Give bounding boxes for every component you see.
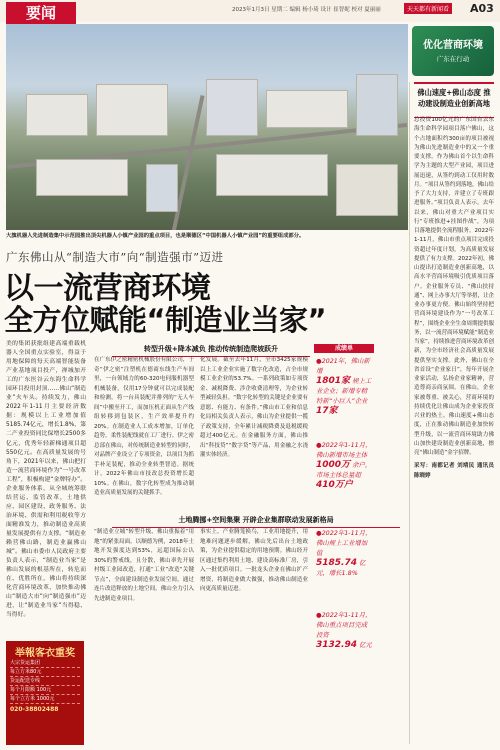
stat-number: 3132.94: [316, 640, 357, 650]
stat-text: 余户，市场主体总量超: [316, 461, 372, 479]
badge-line2: 广东在行动: [436, 55, 470, 63]
stat-number: 410万户: [316, 480, 353, 490]
ad-line: 每个月限额 100元: [10, 686, 80, 695]
ad-line: 大宗货运集团: [10, 659, 80, 668]
aerial-photo: [6, 24, 408, 230]
stat-number: 17家: [316, 406, 338, 416]
stat-number: 1801家: [316, 376, 351, 386]
side-heading: 佛山速度+佛山态度 推动建设制造业创新高地: [414, 82, 494, 118]
article-column: 在广东伊之密精密机械股份有限公司，于奇“伊之密”注塑机在德商东线生产车间里，一台领域力的60-320电伺服机器型机械装备，仅用17分钟就可以完成装配和检测，将一台具装配并排列的“无人车间”中搬至开工，而加压机正面从生产线组转移到包装区，生产效率提升约20%。在制造业人工成本增加，订单化趋势，柔性装配线就在工厂进行。伊之密总部在佛山，对传统制造业转型的同时，对品牌产业设立了专项资金，以项目为抓手补足装配，推动全业转型智造。据统计，2022年佛山市技改总投资增长超10%。在佛山，数字化转型成为推动制造业高质量发展的关键抓手。: [94, 357, 194, 496]
stat-item: [316, 440, 372, 490]
header-tag: 天天都有新闻看: [404, 3, 452, 14]
stat-text: 亿元: [359, 641, 372, 649]
kicker-headline: 广东佛山从“制造大市”向“制造强市”迈进: [6, 250, 224, 264]
photo-caption: 大旗机器人先进制造集中示范园推出顶尖机器人小镇产业园的重点项目，也是顺德区“中国机器人小镇产业园”的重要组成部分。: [6, 233, 305, 239]
stat-number: 5185.74: [316, 558, 357, 568]
subheading-upgrade: 转型升级+降本减负 推动传统制造爬坡跃升: [112, 344, 310, 357]
intro-paragraph: 美的集团获批组建高端重载机器人全国重点实验室，得益于用地保障的每天高端智能装备产业基地项目投产，禅城加开工的广东医谷云东海生命科学园环目投用封顶……佛山“制造业”火车头。持续发力，佛山2022年1-11月主要经济数据：规模以上工业增加值5185.74亿元，增长1.8%，第二产业投资同比保增长2500多亿元，优秀年轻新梯通项目超550亿元。在高质量发展的号角下，2021年以来，佛山把打造一流营商环境作为“一号改革工程”，积极构建“金牌特办”。企业服务体系，从全城统筹联结营运、监管改革，土地供应、园区建设、政务服务、法治环境、供需和利用税收等方面精准发力，推动制造业高质量发展提供有力支撑。“制造业赖营佛山路，制造业赢佛山城”。佛山市委市人民政府主要负责人表示，“制造业当家”是佛山发展的根基所在，转危而在、优胜所在，佛山将持续深化营商环境改革，加快推动佛山“制造大市”向“制造强市”迈进，让“制造业当家”当得稳、当得好。: [6, 341, 86, 619]
campaign-badge: [412, 26, 494, 76]
main-headline-line2: 全方位赋能“制造业当家”: [4, 303, 327, 337]
stats-label: 成绩单: [314, 344, 374, 353]
main-headline-line1: 以一流营商环境: [4, 271, 211, 306]
header-info: 2023年1月3日 星期二 编辑 杨小琦 设计 崔智妮 校对 夏丽丽: [232, 7, 381, 13]
ad-line: 货运配送专线: [10, 677, 80, 686]
article-column: “制造业立城”转型升级，佛山重振着“用地”的紧张局面。以顺德为例，2018年土地开发强度达到53%，远超国际公认30%的警戒线，且分散，佛山率先开展村级工业园改造，打通“工业”改造“关键节点”，全面建设制造业发展空间。通过连片改造释放的土地空间，佛山全力引入先进制造业项目。: [94, 529, 194, 602]
stat-text: ●2022年1-11月，佛山重点项目完成投资: [316, 611, 372, 639]
ad-title: 举報客衣重奖: [15, 648, 75, 659]
side-article: [414, 116, 494, 746]
article-column: 化发展。截至去年11月，全市3425家规模以上工业企业实施了数字化改造，占全市规模工业企业的53.7%。一系列政策如专项资金、减税降费、涉企收费清理等，为企业转型减轻负担。“数字化转型的关键是企业要有意愿、有能力、有条件。”佛山市工业和信息化局相关负责人表示，佛山为企业提供一揽子政策支持，全年累计减税降费及退税缓税超过400亿元。在金融服务方面，佛山推出“科技贷”“数字贷”等产品，用金融之水浇灌实体经济。: [200, 357, 308, 458]
stat-item: [316, 610, 372, 650]
stat-text: ●2021年，佛山新增: [316, 357, 370, 375]
subheading-land: 土地腾挪+空间集聚 开辟企业集群联动发展新格局: [112, 515, 400, 528]
stat-number: 1000万: [316, 460, 351, 470]
badge-line1: 优化营商环境: [423, 40, 483, 51]
stat-text: ●2022年1-11月，佛山规上工业增加值: [316, 529, 372, 557]
stat-item: [316, 356, 372, 416]
advertisement: [6, 641, 84, 745]
stat-text: 亿元，增长1.8%: [316, 559, 366, 577]
ad-phone: 020-38802488: [10, 706, 59, 713]
byline: 采写：南都记者 刘靖民 通讯员 陈晓婷: [414, 463, 494, 479]
stat-item: [316, 528, 372, 578]
page-number: A03: [470, 2, 494, 15]
ad-line: 每立方米80元: [10, 668, 80, 677]
ad-line: 每个立方米 1000元: [10, 695, 80, 704]
section-title: 要闻: [6, 2, 76, 24]
page-header: [0, 0, 500, 22]
article-column: 事实上，产业腾笼换鸟，工业用地提升，用地难问题逐步缓解，佛山先后出台土地政策，为企业提供稳定的用地预期。佛山经开区通过集约利用土地、建设高标准厂房，引入一批优质项目。一批龙头企业在佛山扩产增资，将制造业做大做强，推动佛山制造业向更高质量迈进。: [200, 529, 308, 592]
side-article-body: 总投资100亿元的广东国台云东海生命科学园项目落户佛山，这个占地面积约300亩的项目被视为佛山先进制造业中的又一个重要支撑。作为佛山首个以生命科学为主题的大型产业园，项目进展迅速，从签约到动工仅用时数月。“项目从签约到落地，佛山给予了大力支持，并建立了专班跟进服务。”项目负责人表示。去年以来，佛山对重大产业项目实行“专班推进+挂图作战”，为项目落地提供全流程服务。2022年1-11月，佛山市重点项目完成投资超过年度计划，为高质量发展提供了有力支撑。2022年初，佛山提出打造制造业创新高地，以高水平营商环境吸引优质项目落户。企业服务专员、“佛山扶持通”、网上办事大厅等举措，让企业办事更方便。佛山始终坚持把营商环境建设作为“一号改革工程”，围绕企业全生命周期提供服务，以一流营商环境赋能“制造业当家”，持续推进营商环境改革创新，为全市经济社会高质量发展提供坚实支撑。此外，佛山在全省首设“企业家日”，每年开展企业家活动，弘扬企业家精神，营造尊商亲商氛围。在佛山，企业家被尊重、被关心，营商环境的持续优化让佛山成为企业家投资兴业的热土。佛山速度+佛山态度，正在推动佛山制造业加快转型升级，以一流营商环境助力佛山加快建设制造业创新高地，擦亮“佛山制造”金字招牌。: [414, 117, 494, 456]
stat-text: ●2022年1-11月，佛山新增市场主体: [316, 441, 372, 459]
stat-text: 规上工业企业；新增专精特新“小巨人”企业: [316, 377, 372, 405]
column-divider: [409, 82, 410, 744]
